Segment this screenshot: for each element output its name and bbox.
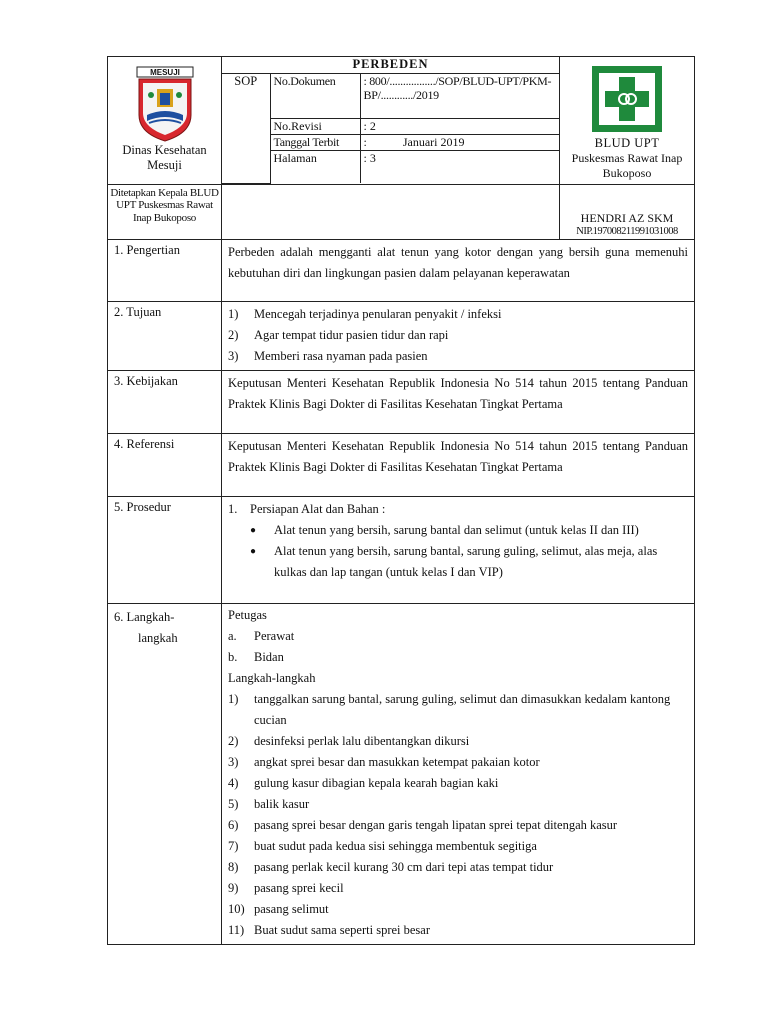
list-item: 3) angkat sprei besar dan masukkan ketempat pakaian kotor	[228, 754, 540, 769]
document-info-cell	[222, 57, 560, 185]
list-item: 10) pasang selimut	[228, 901, 329, 916]
steps-list	[228, 689, 688, 941]
approval-left	[108, 184, 222, 239]
approval-signer	[560, 184, 695, 239]
section-referensi-text: Keputusan Menteri Kesehatan Republik Indonesia No 514 tahun 2015 tentang Panduan Praktek Klinis Bagi Dokter di Fasilitas Kesehatan Tingkat Pertama	[222, 433, 695, 496]
petugas-list	[228, 626, 688, 668]
org-sub: Puskesmas Rawat Inap Bukoposo	[571, 150, 683, 180]
list-item: 2) Agar tempat tidur pasien tidur dan rapi	[228, 327, 449, 342]
section-label: 3. Kebijakan	[108, 370, 222, 433]
list-item: 1) tanggalkan sarung bantal, sarung guling, selimut dan dimasukkan kedalam kantong cucian	[228, 691, 671, 727]
field-label: No.Dokumen	[270, 74, 360, 118]
section-pengertian-text: Perbeden adalah mengganti alat tenun yang kotor dengan yang bersih guna memenuhi kebutuhan diri dan lingkungan pasien dalam pelayanan keperawatan	[222, 239, 695, 301]
puskesmas-logo	[590, 64, 664, 134]
mesuji-regency-emblem	[133, 65, 197, 143]
list-item: 1) Mencegah terjadinya penularan penyakit / infeksi	[228, 306, 502, 321]
list-item: 4) gulung kasur dibagian kepala kearah bagian kaki	[228, 775, 499, 790]
list-item: 7) buat sudut pada kedua sisi sehingga membentuk segitiga	[228, 838, 537, 853]
tujuan-list	[228, 304, 688, 367]
org-logo-cell	[560, 57, 695, 185]
section-label: 5. Prosedur	[108, 496, 222, 603]
section-kebijakan-text: Keputusan Menteri Kesehatan Republik Indonesia No 514 tahun 2015 tentang Panduan Praktek Klinis Bagi Dokter di Fasilitas Kesehatan Tingkat Pertama	[222, 370, 695, 433]
field-value: : Januari 2019	[360, 134, 559, 150]
field-label: No.Revisi	[270, 118, 360, 134]
section-prosedur	[222, 496, 695, 603]
steps-title: Langkah-langkah	[228, 670, 316, 685]
approval-signature-space	[222, 184, 560, 239]
list-item: 8) pasang perlak kecil kurang 30 cm dari tepi atas tempat tidur	[228, 859, 554, 874]
emblem-text: MESUJI	[149, 68, 180, 78]
bullet-icon: ●	[250, 524, 257, 536]
approval-text: Ditetapkan Kepala BLUD UPT Puskesmas Rawat Inap Bukoposo	[110, 186, 219, 224]
field-label: Tanggal Terbit	[270, 134, 360, 150]
list-item: 3) Memberi rasa nyaman pada pasien	[228, 348, 428, 363]
section-langkah	[222, 603, 695, 944]
section-label: 4. Referensi	[108, 433, 222, 496]
sop-document	[107, 56, 694, 945]
list-item: 11) Buat sudut sama seperti sprei besar	[228, 922, 430, 937]
field-label: Halaman	[270, 150, 360, 183]
field-value: : 3	[360, 150, 559, 183]
list-item: b. Bidan	[228, 649, 284, 664]
prosedur-heading: 1. Persiapan Alat dan Bahan :	[228, 501, 386, 516]
section-label: 2. Tujuan	[108, 301, 222, 370]
document-info-table	[222, 74, 559, 184]
list-item: 5) balik kasur	[228, 796, 310, 811]
sop-table	[107, 56, 695, 945]
field-value: : 800/................./SOP/BLUD-UPT/PKM-BP/............/2019	[360, 74, 559, 118]
doc-type-label: SOP	[222, 74, 270, 183]
prosedur-bullets	[228, 520, 688, 583]
section-tujuan	[222, 301, 695, 370]
list-item: ● Alat tenun yang bersih, sarung bantal, sarung guling, selimut, alas meja, alas kulkas dan lap tangan (untuk kelas I dan VIP)	[250, 541, 688, 583]
list-item: 2) desinfeksi perlak lalu dibentangkan dikursi	[228, 733, 470, 748]
org-name: BLUD UPT	[594, 135, 660, 150]
field-value: : 2	[360, 118, 559, 134]
bullet-icon: ●	[250, 545, 257, 557]
list-item: a. Perawat	[228, 628, 295, 643]
document-title: PERBEDEN	[222, 57, 559, 74]
section-label: 6. Langkah- langkah	[108, 603, 222, 944]
list-item: 9) pasang sprei kecil	[228, 880, 344, 895]
signer-name: HENDRI AZ SKM	[580, 210, 674, 225]
list-item: 6) pasang sprei besar dengan garis tengah lipatan sprei tepat ditengah kasur	[228, 817, 618, 832]
signer-nip: NIP.197008211991031008	[576, 225, 678, 237]
agency-name: Dinas Kesehatan Mesuji	[122, 143, 207, 173]
petugas-title: Petugas	[228, 607, 267, 622]
agency-logo-cell	[108, 57, 222, 185]
list-item: ● Alat tenun yang bersih, sarung bantal dan selimut (untuk kelas II dan III)	[250, 520, 688, 541]
section-label: 1. Pengertian	[108, 239, 222, 301]
